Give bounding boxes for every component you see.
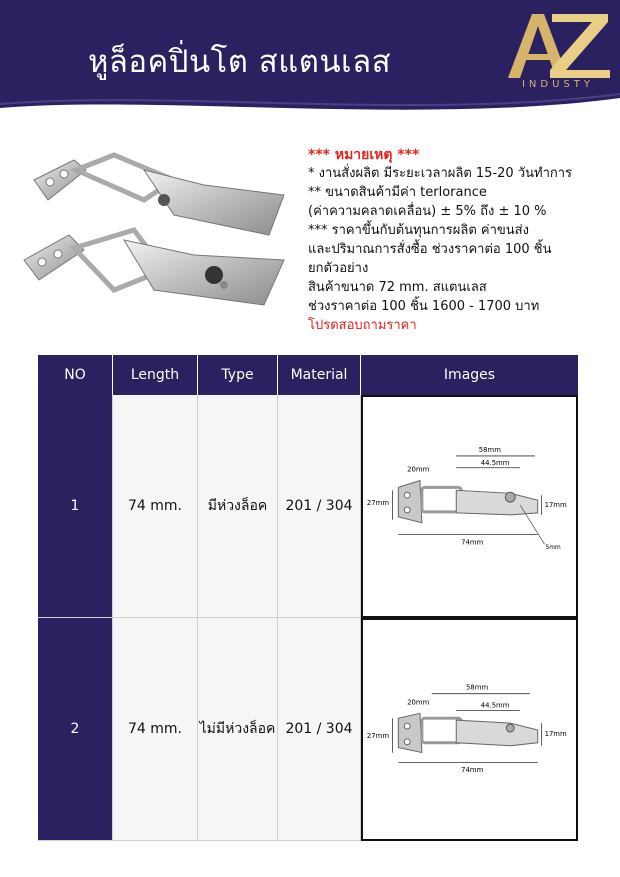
row-type: มีห่วงล็อค	[198, 395, 278, 618]
note-line: และปริมาณการสั่งซื้อ ช่วงราคาต่อ 100 ชิ้น	[308, 242, 552, 257]
header-images: Images	[443, 367, 496, 383]
note-line: (ค่าความคลาดเคลื่อน) ± 5% ถึง ± 10 %	[308, 204, 547, 219]
dim-inner: 44.5mm	[480, 701, 510, 710]
dim-bottom: 74mm	[461, 538, 484, 547]
dim-hole: 5mm	[545, 545, 561, 552]
contact-note: โปรดสอบถามราคา	[308, 318, 417, 333]
header-length: Length	[113, 355, 198, 395]
page-title: หูล็อคปิ่นโต สแตนเลส	[88, 44, 392, 80]
dim-right: 17mm	[544, 729, 567, 738]
dim-height: 27mm	[366, 499, 390, 508]
dim-inner: 44.5mm	[480, 458, 510, 467]
note-line: *** ราคาขึ้นกับต้นทุนการผลิต ค่าขนส่ง	[308, 223, 529, 238]
notes-section	[308, 147, 618, 335]
header-type: Type	[198, 355, 278, 395]
product-table	[38, 355, 578, 841]
latch-dimension-drawing	[361, 395, 578, 618]
dim-height: 27mm	[366, 731, 390, 740]
dim-left: 20mm	[407, 698, 430, 707]
row-type: ไม่มีห่วงล็อค	[198, 618, 278, 841]
header-no: NO	[38, 355, 113, 395]
dim-bottom: 74mm	[461, 766, 484, 775]
table-row	[38, 618, 578, 841]
logo-subtitle: INDUSTY	[521, 79, 594, 90]
note-line: ยกตัวอย่าง	[308, 261, 369, 276]
table-row	[38, 395, 578, 618]
row-material: 201 / 304	[278, 618, 361, 841]
dim-left: 20mm	[407, 465, 430, 474]
row-material: 201 / 304	[278, 395, 361, 618]
table-header	[38, 355, 578, 395]
row-number: 1	[38, 395, 113, 618]
row-number: 2	[38, 618, 113, 841]
dim-total: 58mm	[478, 446, 501, 455]
note-line: สินค้าขนาด 72 mm. สแตนเลส	[308, 280, 487, 295]
latch-product-photo	[14, 140, 304, 320]
note-line: * งานสั่งผลิต มีระยะเวลาผลิต 15-20 วันทำการ	[308, 166, 573, 181]
header-material: Material	[278, 355, 361, 395]
notes-title: *** หมายเหตุ ***	[308, 147, 420, 163]
note-line: ** ขนาดสินค้ามีค่า terlorance	[308, 185, 487, 200]
dim-total: 58mm	[466, 683, 489, 692]
latch-dimension-drawing	[361, 618, 578, 841]
header-banner	[0, 0, 620, 118]
row-length: 74 mm.	[113, 618, 198, 841]
dim-right: 17mm	[544, 500, 567, 509]
row-length: 74 mm.	[113, 395, 198, 618]
note-line: ช่วงราคาต่อ 100 ชิ้น 1600 - 1700 บาท	[308, 299, 540, 314]
